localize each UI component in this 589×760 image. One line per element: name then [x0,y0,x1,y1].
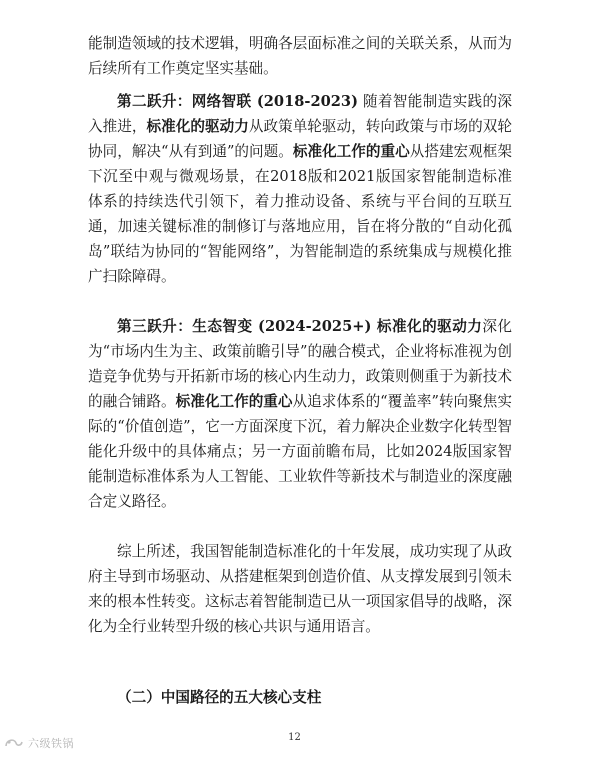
paragraph-text: 从政策单轮驱动，转向政策与市场的双轮协同，解决“从有到通”的问题。 [88,118,512,160]
paragraph-text: 从搭建宏观框架下沉至中观与微观场景，在2018版和2021版国家智能制造标准体系的持续迭代引领下，着力推动设备、系统与平台间的互联互通，加速关键标准的制修订与落地应用，旨在将分散的“自动化孤岛”联结为协同的“智能网络”，为智能制造的系统集成与规模化推广扫除障碍。 [88,143,512,285]
paragraph-second-leap [88,89,512,289]
watermark [4,735,74,751]
paragraph-third-leap [88,314,512,514]
paragraph-text: 深化为“市场内生为主、政策前瞻引导”的融合模式，企业将标准视为创造竞争优势与开拓新市场的核心内生动力，政策则侧重于为新技术的融合铺路。 [88,318,512,410]
paragraph-text: 从追求体系的“覆盖率”转向聚焦实际的“价值创造”，它一方面深度下沉，着力解决企业数字化转型智能化升级中的具体痛点；另一方面前瞻布局，比如2024版国家智能制造标准体系为人工智能、工业软件等新技术与制造业的深度融合定义路径。 [88,393,512,510]
keyword-driving-force: 标准化的驱动力 [371,318,483,335]
keyword-work-focus: 标准化工作的重心 [175,393,293,410]
watermark-text: 六级铁锅 [28,737,74,750]
paragraph-text: 综上所述，我国智能制造标准化的十年发展，成功实现了从政府主导到市场驱动、从搭建框架到创造价值、从支撑发展到引领未来的根本性转变。这标志着智能制造已从一项国家倡导的战略，深化为全行业转型升级的核心共识与通用语言。 [88,543,512,635]
keyword-work-focus: 标准化工作的重心 [292,143,410,160]
paragraph-intro [88,31,512,81]
third-leap-title: 第三跃升：生态智变 (2024-2025+) [117,318,372,335]
paragraph-text: 能制造领域的技术逻辑，明确各层面标准之间的关联关系，从而为后续所有工作奠定坚实基础。 [88,35,512,77]
keyword-driving-force: 标准化的驱动力 [146,118,249,135]
paragraph-summary [88,539,512,639]
second-leap-title: 第二跃升：网络智联 (2018-2023) [117,93,358,110]
paragraph-text: 随着智能制造实践的深入推进， [88,93,513,135]
watermark-logo-icon [4,736,24,750]
section-heading: （二）中国路径的五大核心支柱 [117,689,322,706]
page-number: 12 [288,732,301,743]
